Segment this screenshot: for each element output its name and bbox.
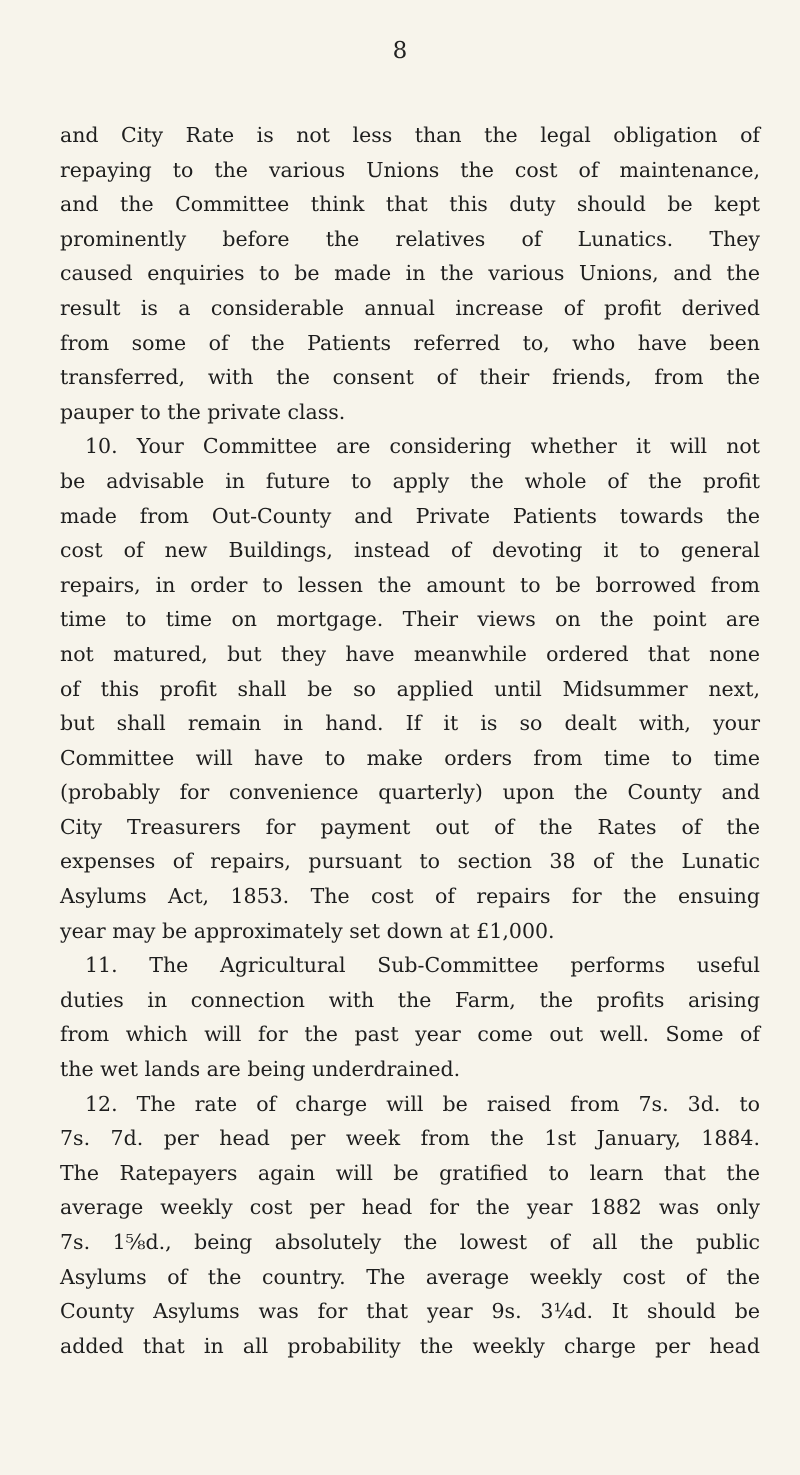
text-line: the wet lands are being underdrained. [60,1057,461,1082]
text-line: and City Rate is not less than the legal obligation of [60,123,760,147]
text-line: Asylums Act, 1853. The cost of repairs for the ensuing [60,884,760,909]
text-line: of this profit shall be so applied until Midsummer next, [60,676,760,701]
text-line: transferred, with the consent of their friends, from the [60,365,760,390]
text-line: result is a considerable annual increase of profit derived [60,295,760,320]
text-line: time to time on mortgage. Their views on the point are [60,607,760,632]
text-line: The Ratepayers again will be gratified to learn that the [60,1160,760,1185]
text-line: prominently before the relatives of Lunatics. They [60,226,760,251]
text-line: City Treasurers for payment out of the Rates of the [60,814,760,839]
text-line: not matured, but they have meanwhile ordered that none [60,641,760,666]
text-line: be advisable in future to apply the whole of the profit [60,468,760,493]
page-number: 8 [392,38,408,64]
text-line: 11. The Agricultural Sub-Committee performs useful [85,953,760,978]
text-line: year may be approximately set down at £1,000. [60,918,555,943]
text-line: 7s. 1⅝d., being absolutely the lowest of all the public [60,1230,760,1254]
text-line: pauper to the private class. [60,399,346,424]
text-line: from some of the Patients referred to, who have been [60,330,760,355]
text-line: County Asylums was for that year 9s. 3¼d. It should be [60,1299,760,1324]
text-line: repairs, in order to lessen the amount to be borrowed from [60,572,760,597]
text-line: duties in connection with the Farm, the profits arising [60,987,760,1012]
text-line: Asylums of the country. The average weekly cost of the [60,1264,760,1289]
text-line: added that in all probability the weekly charge per head [60,1333,760,1358]
text-line: expenses of repairs, pursuant to section 38 of the Lunatic [60,849,760,874]
body-text [60,118,760,1363]
text-line: average weekly cost per head for the year 1882 was only [60,1195,760,1220]
text-line: 10. Your Committee are considering whether it will not [85,434,760,459]
text-line: 12. The rate of charge will be raised from 7s. 3d. to [85,1091,760,1116]
text-line: 7s. 7d. per head per week from the 1st January, 1884. [60,1126,760,1151]
text-line: (probably for convenience quarterly) upon the County and [60,780,760,805]
text-line: made from Out-County and Private Patients towards the [60,503,760,528]
text-line: but shall remain in hand. If it is so dealt with, your [60,711,760,736]
text-line: and the Committee think that this duty should be kept [60,192,760,217]
text-line: repaying to the various Unions the cost of maintenance, [60,157,760,182]
text-line: caused enquiries to be made in the various Unions, and the [60,261,760,286]
text-line: cost of new Buildings, instead of devoting it to general [60,538,760,563]
text-line: from which will for the past year come out well. Some of [60,1022,760,1047]
text-line: Committee will have to make orders from time to time [60,745,760,770]
